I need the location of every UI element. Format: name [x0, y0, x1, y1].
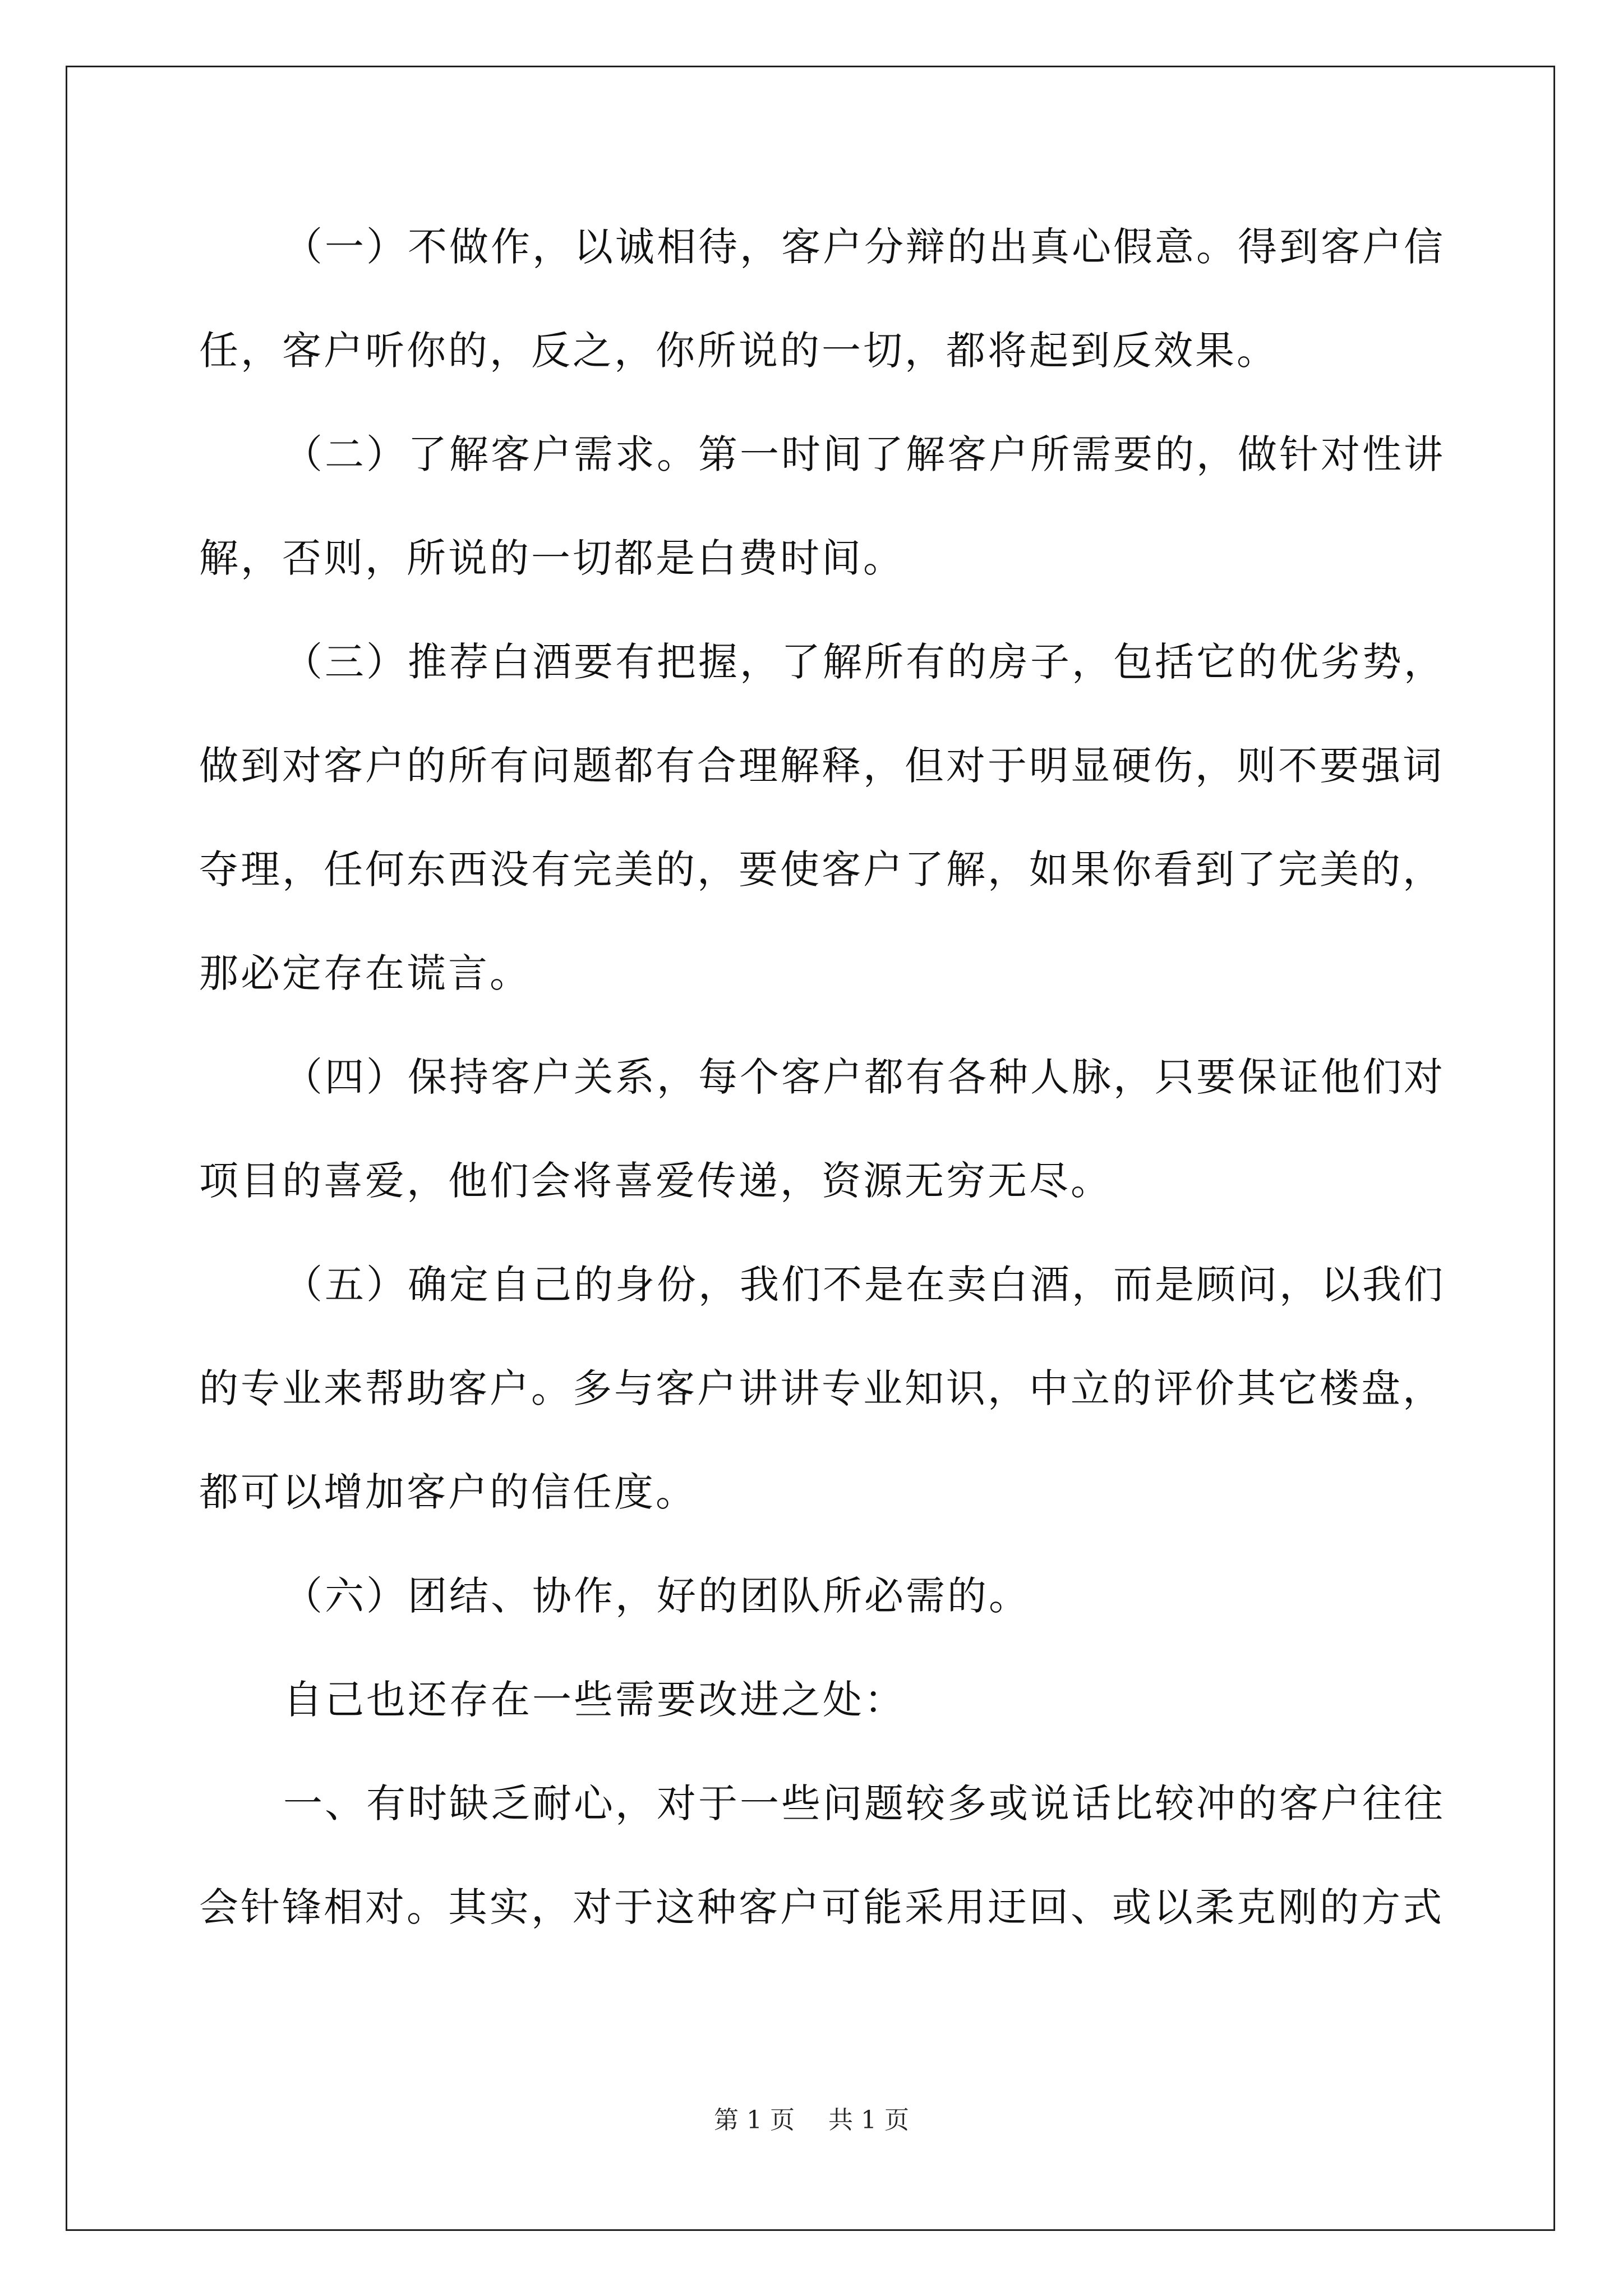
page-number: 第 1 页 — [714, 2106, 795, 2134]
paragraph-line: 做到对客户的所有问题都有合理解释，但对于明显硬伤，则不要强词 — [199, 743, 1444, 789]
page-total: 共 1 页 — [828, 2106, 909, 2134]
paragraph-line: 项目的喜爱，他们会将喜爱传递，资源无穷无尽。 — [199, 1158, 1112, 1204]
paragraph-line: 任，客户听你的，反之，你所说的一切，都将起到反效果。 — [199, 328, 1278, 374]
paragraph-line: 一、有时缺乏耐心，对于一些问题较多或说话比较冲的客户往往 — [283, 1780, 1445, 1826]
paragraph-line: 自己也还存在一些需要改进之处： — [283, 1677, 906, 1723]
paragraph-line: 解，否则，所说的一切都是白费时间。 — [199, 535, 905, 581]
paragraph-line: 都可以增加客户的信任度。 — [199, 1469, 697, 1515]
paragraph-line: （三）推荐白酒要有把握，了解所有的房子，包括它的优劣势， — [283, 639, 1445, 685]
paragraph-line: （六）团结、协作，好的团队所必需的。 — [283, 1573, 1030, 1619]
paragraph-line: （二）了解客户需求。第一时间了解客户所需要的，做针对性讲 — [283, 431, 1445, 477]
paragraph-line: 的专业来帮助客户。多与客户讲讲专业知识，中立的评价其它楼盘， — [199, 1365, 1444, 1411]
paragraph-line: （五）确定自己的身份，我们不是在卖白酒，而是顾问，以我们 — [283, 1262, 1445, 1308]
paragraph-line: 会针锋相对。其实，对于这种客户可能采用迂回、或以柔克刚的方式 — [199, 1884, 1444, 1930]
paragraph-line: （四）保持客户关系，每个客户都有各种人脉，只要保证他们对 — [283, 1054, 1445, 1100]
page-footer — [0, 2104, 1623, 2137]
paragraph-line: 那必定存在谎言。 — [199, 950, 531, 996]
paragraph-line: （一）不做作，以诚相待，客户分辩的出真心假意。得到客户信 — [283, 224, 1445, 270]
paragraph-line: 夺理，任何东西没有完美的，要使客户了解，如果你看到了完美的， — [199, 846, 1444, 892]
